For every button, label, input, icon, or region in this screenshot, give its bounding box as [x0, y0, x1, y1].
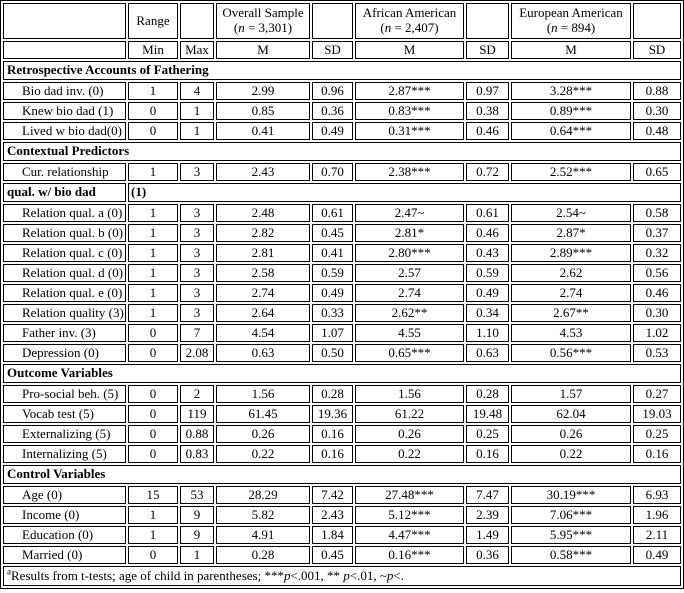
cell-value: 0.26 — [355, 425, 464, 443]
cell-value: 2.39 — [466, 506, 509, 524]
cell-value: 0 — [128, 122, 178, 140]
sd-header-european-american: SD — [633, 41, 681, 59]
cell-value: 2.47~ — [355, 204, 464, 222]
blank-header-cell — [312, 3, 353, 39]
cell-value: 19.03 — [633, 405, 681, 423]
row-label: Income (0) — [3, 506, 126, 524]
group-title: African American — [362, 5, 457, 21]
blank-header-cell — [633, 3, 681, 39]
cell-value: 4.53 — [511, 324, 631, 342]
cell-value: 6.93 — [633, 486, 681, 504]
cell-value: 2.52*** — [511, 163, 631, 181]
row-label: Married (0) — [3, 546, 126, 564]
cell-value: 2.62 — [511, 264, 631, 282]
cell-value: 2.74 — [355, 284, 464, 302]
row-label: Father inv. (3) — [3, 324, 126, 342]
cell-value: 7.06*** — [511, 506, 631, 524]
max-header: Max — [180, 41, 214, 59]
section-title: Retrospective Accounts of Fathering — [3, 61, 681, 80]
cell-value: 0.32 — [633, 244, 681, 262]
cell-value: 0 — [128, 385, 178, 403]
overall-sample-header — [216, 3, 310, 39]
cell-value: 1 — [128, 82, 178, 100]
cell-value: 0.58 — [633, 204, 681, 222]
cell-value: 0.16 — [466, 445, 509, 463]
cell-value: 0.28 — [466, 385, 509, 403]
data-row — [3, 163, 681, 181]
cell-value: 3.28*** — [511, 82, 631, 100]
data-row — [3, 546, 681, 564]
cell-value: 0.27 — [633, 385, 681, 403]
cell-value: 62.04 — [511, 405, 631, 423]
data-row — [3, 264, 681, 282]
data-row — [3, 204, 681, 222]
cell-value: 0.50 — [312, 344, 353, 362]
table-footnote — [3, 566, 681, 586]
cell-value: 1.96 — [633, 506, 681, 524]
cell-value: 1.57 — [511, 385, 631, 403]
cell-value: 2.87*** — [355, 82, 464, 100]
cell-value: 0.28 — [312, 385, 353, 403]
cell-value: 0.36 — [312, 102, 353, 120]
cell-value: 5.82 — [216, 506, 310, 524]
cell-value: 3 — [180, 163, 214, 181]
group-sample-size: (n = 894) — [546, 20, 596, 35]
cell-value: 7 — [180, 324, 214, 342]
header-group-row — [3, 3, 681, 39]
cell-value: 0.70 — [312, 163, 353, 181]
cell-value: 0.88 — [633, 82, 681, 100]
cell-value: 0.72 — [466, 163, 509, 181]
cell-value: 1.07 — [312, 324, 353, 342]
cell-value: 0.37 — [633, 224, 681, 242]
cell-value: 0.45 — [312, 224, 353, 242]
row-label: Pro-social beh. (5) — [3, 385, 126, 403]
cell-value: 0.49 — [633, 546, 681, 564]
blank-header-cell — [466, 3, 509, 39]
blank-header-cell — [180, 3, 214, 39]
cell-value: 1.10 — [466, 324, 509, 342]
min-header: Min — [128, 41, 178, 59]
cell-value: 0.31*** — [355, 122, 464, 140]
cell-value: 4.54 — [216, 324, 310, 342]
cell-value: 0.45 — [312, 546, 353, 564]
cell-value: 0.49 — [312, 284, 353, 302]
african-american-header — [355, 3, 464, 39]
range-group-header: Range — [128, 3, 178, 39]
section-row — [3, 364, 681, 383]
cell-value: 3 — [180, 304, 214, 322]
section-title: Control Variables — [3, 465, 681, 484]
data-row — [3, 506, 681, 524]
cell-value: 1.02 — [633, 324, 681, 342]
cell-value: 1.84 — [312, 526, 353, 544]
cell-value: 0.65 — [633, 163, 681, 181]
cell-value: 2.64 — [216, 304, 310, 322]
cell-value: 2.08 — [180, 344, 214, 362]
cell-value: 0.97 — [466, 82, 509, 100]
cell-value: 7.47 — [466, 486, 509, 504]
data-row — [3, 244, 681, 262]
cell-value: 0.30 — [633, 304, 681, 322]
section-row — [3, 465, 681, 484]
footnote-row — [3, 566, 681, 586]
cell-value: 0.83 — [180, 445, 214, 463]
footnote-text: Results from t-tests; age of child in parentheses; ***p<.001, ** p<.01, ~p<. — [11, 567, 405, 583]
cell-value: 7.42 — [312, 486, 353, 504]
cell-value: 0.61 — [312, 204, 353, 222]
cell-value: 1 — [180, 102, 214, 120]
mean-header-african-american: M — [355, 41, 464, 59]
cell-value: 0 — [128, 344, 178, 362]
sd-header-overall: SD — [312, 41, 353, 59]
cell-value: 9 — [180, 506, 214, 524]
cell-value: 0.53 — [633, 344, 681, 362]
cell-value: 3 — [180, 204, 214, 222]
cell-value: 0.43 — [466, 244, 509, 262]
blank-header-cell — [3, 41, 126, 59]
cell-value: 2.80*** — [355, 244, 464, 262]
cell-value: 0.59 — [312, 264, 353, 282]
cell-value: 1 — [128, 526, 178, 544]
cell-value: 28.29 — [216, 486, 310, 504]
cell-value: 2.11 — [633, 526, 681, 544]
cell-value: 0.46 — [633, 284, 681, 302]
cell-value: 0.38 — [466, 102, 509, 120]
european-american-header — [511, 3, 631, 39]
cell-value: 5.12*** — [355, 506, 464, 524]
cell-value: 0.16*** — [355, 546, 464, 564]
cell-value: 2.99 — [216, 82, 310, 100]
cell-value: 0.89*** — [511, 102, 631, 120]
cell-value: 0.63 — [466, 344, 509, 362]
cell-value: 2.62** — [355, 304, 464, 322]
row-label: Relation qual. b (0) — [3, 224, 126, 242]
cell-value: 2.82 — [216, 224, 310, 242]
cell-value: 0.63 — [216, 344, 310, 362]
cell-value: 2.74 — [216, 284, 310, 302]
group-sample-size: (n = 2,407) — [380, 20, 439, 35]
cell-value: 2 — [180, 385, 214, 403]
cell-value: 4 — [180, 82, 214, 100]
data-row — [3, 122, 681, 140]
cell-value: 0.49 — [466, 284, 509, 302]
cell-value: 0.83*** — [355, 102, 464, 120]
header-stat-row — [3, 41, 681, 59]
cell-value: 0.33 — [312, 304, 353, 322]
cell-value: 9 — [180, 526, 214, 544]
data-row — [3, 344, 681, 362]
row-label: Relation quality (3) — [3, 304, 126, 322]
data-row — [3, 284, 681, 302]
cell-value: 0.26 — [216, 425, 310, 443]
section-title-suffix: (1) — [128, 183, 681, 202]
cell-value: 0.46 — [466, 122, 509, 140]
cell-value: 1 — [180, 122, 214, 140]
cell-value: 0.65*** — [355, 344, 464, 362]
cell-value: 0.34 — [466, 304, 509, 322]
cell-value: 0.16 — [633, 445, 681, 463]
cell-value: 0.41 — [216, 122, 310, 140]
cell-value: 3 — [180, 264, 214, 282]
group-sample-size: (n = 3,301) — [233, 20, 293, 35]
row-label: Relation qual. d (0) — [3, 264, 126, 282]
cell-value: 1 — [128, 204, 178, 222]
data-row — [3, 526, 681, 544]
cell-value: 0.22 — [355, 445, 464, 463]
row-label: Education (0) — [3, 526, 126, 544]
cell-value: 0.46 — [466, 224, 509, 242]
cell-value: 2.89*** — [511, 244, 631, 262]
row-label: Knew bio dad (1) — [3, 102, 126, 120]
cell-value: 1.56 — [216, 385, 310, 403]
row-label: Relation qual. c (0) — [3, 244, 126, 262]
row-label: Relation qual. a (0) — [3, 204, 126, 222]
data-row — [3, 385, 681, 403]
cell-value: 0.61 — [466, 204, 509, 222]
mean-header-overall: M — [216, 41, 310, 59]
row-label: Bio dad inv. (0) — [3, 82, 126, 100]
mean-header-european-american: M — [511, 41, 631, 59]
cell-value: 0 — [128, 546, 178, 564]
cell-value: 0.25 — [466, 425, 509, 443]
data-row — [3, 224, 681, 242]
row-label: Vocab test (5) — [3, 405, 126, 423]
cell-value: 2.43 — [216, 163, 310, 181]
cell-value: 2.54~ — [511, 204, 631, 222]
cell-value: 2.58 — [216, 264, 310, 282]
cell-value: 19.36 — [312, 405, 353, 423]
cell-value: 2.74 — [511, 284, 631, 302]
cell-value: 0 — [128, 405, 178, 423]
cell-value: 2.48 — [216, 204, 310, 222]
cell-value: 5.95*** — [511, 526, 631, 544]
cell-value: 0.56 — [633, 264, 681, 282]
cell-value: 0.58*** — [511, 546, 631, 564]
data-row — [3, 304, 681, 322]
cell-value: 0.16 — [312, 425, 353, 443]
cell-value: 0.85 — [216, 102, 310, 120]
data-row — [3, 445, 681, 463]
corner-blank-cell — [3, 3, 126, 39]
cell-value: 19.48 — [466, 405, 509, 423]
section-row — [3, 183, 681, 202]
row-label: Internalizing (5) — [3, 445, 126, 463]
cell-value: 30.19*** — [511, 486, 631, 504]
cell-value: 3 — [180, 224, 214, 242]
row-label: Age (0) — [3, 486, 126, 504]
data-row — [3, 486, 681, 504]
group-title: European American — [519, 5, 623, 21]
data-row — [3, 324, 681, 342]
cell-value: 0.36 — [466, 546, 509, 564]
section-row — [3, 142, 681, 161]
cell-value: 4.47*** — [355, 526, 464, 544]
cell-value: 4.55 — [355, 324, 464, 342]
cell-value: 0.16 — [312, 445, 353, 463]
cell-value: 0.88 — [180, 425, 214, 443]
cell-value: 0.59 — [466, 264, 509, 282]
cell-value: 61.45 — [216, 405, 310, 423]
cell-value: 1 — [128, 163, 178, 181]
cell-value: 1 — [128, 244, 178, 262]
cell-value: 2.67** — [511, 304, 631, 322]
cell-value: 2.57 — [355, 264, 464, 282]
cell-value: 1 — [128, 284, 178, 302]
cell-value: 0.64*** — [511, 122, 631, 140]
row-label: Depression (0) — [3, 344, 126, 362]
cell-value: 0 — [128, 102, 178, 120]
cell-value: 1 — [128, 224, 178, 242]
cell-value: 2.38*** — [355, 163, 464, 181]
row-label: Relation qual. e (0) — [3, 284, 126, 302]
cell-value: 0.56*** — [511, 344, 631, 362]
cell-value: 0 — [128, 425, 178, 443]
cell-value: 0.96 — [312, 82, 353, 100]
sd-header-african-american: SD — [466, 41, 509, 59]
cell-value: 2.43 — [312, 506, 353, 524]
cell-value: 0.26 — [511, 425, 631, 443]
cell-value: 2.87* — [511, 224, 631, 242]
cell-value: 1.56 — [355, 385, 464, 403]
cell-value: 0 — [128, 445, 178, 463]
data-row — [3, 425, 681, 443]
cell-value: 1 — [128, 506, 178, 524]
data-row — [3, 405, 681, 423]
cell-value: 0.22 — [216, 445, 310, 463]
section-row — [3, 61, 681, 80]
cell-value: 0.41 — [312, 244, 353, 262]
section-title: Contextual Predictors — [3, 142, 681, 161]
row-label: Externalizing (5) — [3, 425, 126, 443]
cell-value: 15 — [128, 486, 178, 504]
cell-value: 1 — [128, 264, 178, 282]
cell-value: 1 — [128, 304, 178, 322]
group-title: Overall Sample — [222, 5, 304, 21]
cell-value: 0.48 — [633, 122, 681, 140]
cell-value: 0.25 — [633, 425, 681, 443]
cell-value: 53 — [180, 486, 214, 504]
section-title: qual. w/ bio dad — [3, 183, 126, 202]
cell-value: 4.91 — [216, 526, 310, 544]
cell-value: 0.30 — [633, 102, 681, 120]
section-title: Outcome Variables — [3, 364, 681, 383]
data-row — [3, 82, 681, 100]
cell-value: 0 — [128, 324, 178, 342]
cell-value: 0.22 — [511, 445, 631, 463]
row-label: Cur. relationship — [3, 163, 126, 181]
cell-value: 3 — [180, 284, 214, 302]
cell-value: 61.22 — [355, 405, 464, 423]
cell-value: 27.48*** — [355, 486, 464, 504]
cell-value: 1.49 — [466, 526, 509, 544]
cell-value: 2.81* — [355, 224, 464, 242]
cell-value: 0.49 — [312, 122, 353, 140]
cell-value: 3 — [180, 244, 214, 262]
data-row — [3, 102, 681, 120]
footnote-marker: a — [7, 566, 11, 577]
cell-value: 0.28 — [216, 546, 310, 564]
row-label: Lived w bio dad(0) — [3, 122, 126, 140]
cell-value: 119 — [180, 405, 214, 423]
cell-value: 2.81 — [216, 244, 310, 262]
cell-value: 1 — [180, 546, 214, 564]
